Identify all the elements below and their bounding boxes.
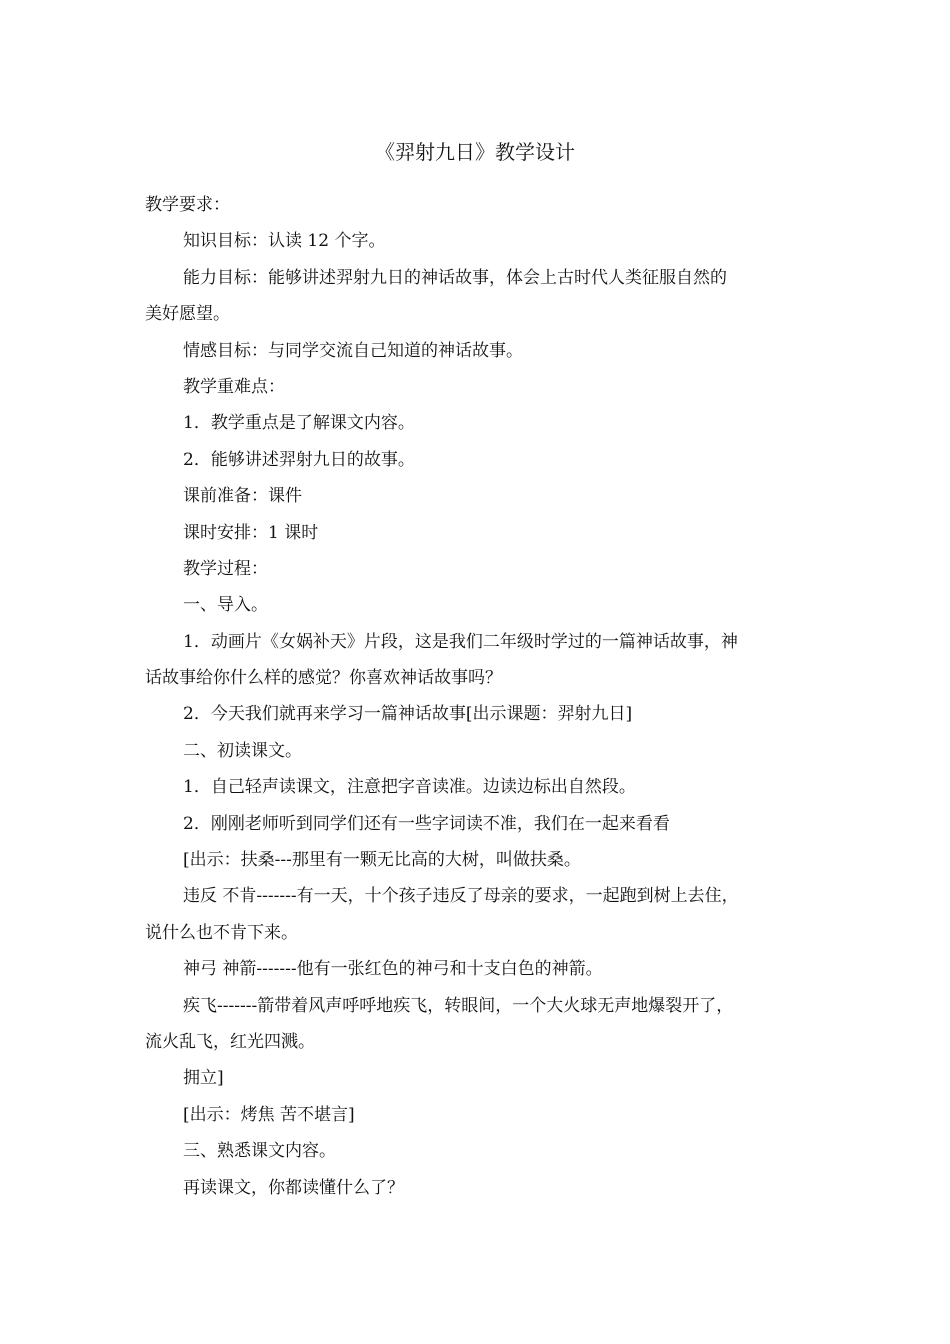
document-body (145, 187, 810, 1206)
paragraph-line: 疾飞-------箭带着风声呼呼地疾飞，转眼间，一个大火球无声地爆裂开了， (183, 995, 734, 1016)
paragraph-line: 能力目标：能够讲述羿射九日的神话故事，体会上古时代人类征服自然的 (183, 267, 727, 288)
paragraph-line: 课时安排：1 课时 (183, 522, 319, 543)
paragraph-line: [出示：烤焦 苦不堪言] (183, 1104, 355, 1125)
section-heading: 一、导入。 (183, 595, 268, 616)
document-title: 《羿射九日》教学设计 (375, 140, 575, 164)
section-heading: 二、初读课文。 (183, 740, 302, 761)
paragraph-line: 知识目标：认读 12 个字。 (183, 231, 386, 252)
list-item: 2．今天我们就再来学习一篇神话故事[出示课题：羿射九日] (183, 704, 633, 725)
section-heading: 三、熟悉课文内容。 (183, 1141, 336, 1162)
list-item: 1．自己轻声读课文，注意把字音读准。边读边标出自然段。 (183, 777, 636, 798)
paragraph-line: 违反 不肯-------有一天，十个孩子违反了母亲的要求，一起跑到树上去住， (183, 886, 739, 907)
paragraph-line: 拥立] (183, 1068, 224, 1089)
section-heading: 教学要求： (145, 195, 230, 215)
paragraph-line: 再读课文，你都读懂什么了？ (183, 1177, 404, 1198)
paragraph-line: 神弓 神箭-------他有一张红色的神弓和十支白色的神箭。 (183, 959, 603, 980)
list-item: 1．动画片《女娲补天》片段，这是我们二年级时学过的一篇神话故事，神 (183, 631, 738, 652)
section-heading: 教学重难点： (183, 376, 285, 397)
section-heading: 教学过程： (183, 558, 268, 579)
paragraph-line: 情感目标：与同学交流自己知道的神话故事。 (183, 340, 523, 361)
paragraph-line: 话故事给你什么样的感觉？你喜欢神话故事吗？ (145, 668, 502, 689)
paragraph-line: 说什么也不肯下来。 (145, 922, 298, 943)
paragraph-line: 课前准备：课件 (183, 486, 302, 507)
list-item: 1．教学重点是了解课文内容。 (183, 413, 415, 434)
list-item: 2．刚刚老师听到同学们还有一些字词读不准，我们在一起来看看 (183, 813, 670, 834)
paragraph-line: [出示：扶桑---那里有一颗无比高的大树，叫做扶桑。 (183, 850, 581, 871)
paragraph-line: 美好愿望。 (145, 304, 230, 325)
list-item: 2．能够讲述羿射九日的故事。 (183, 449, 415, 470)
paragraph-line: 流火乱飞，红光四溅。 (145, 1031, 315, 1052)
